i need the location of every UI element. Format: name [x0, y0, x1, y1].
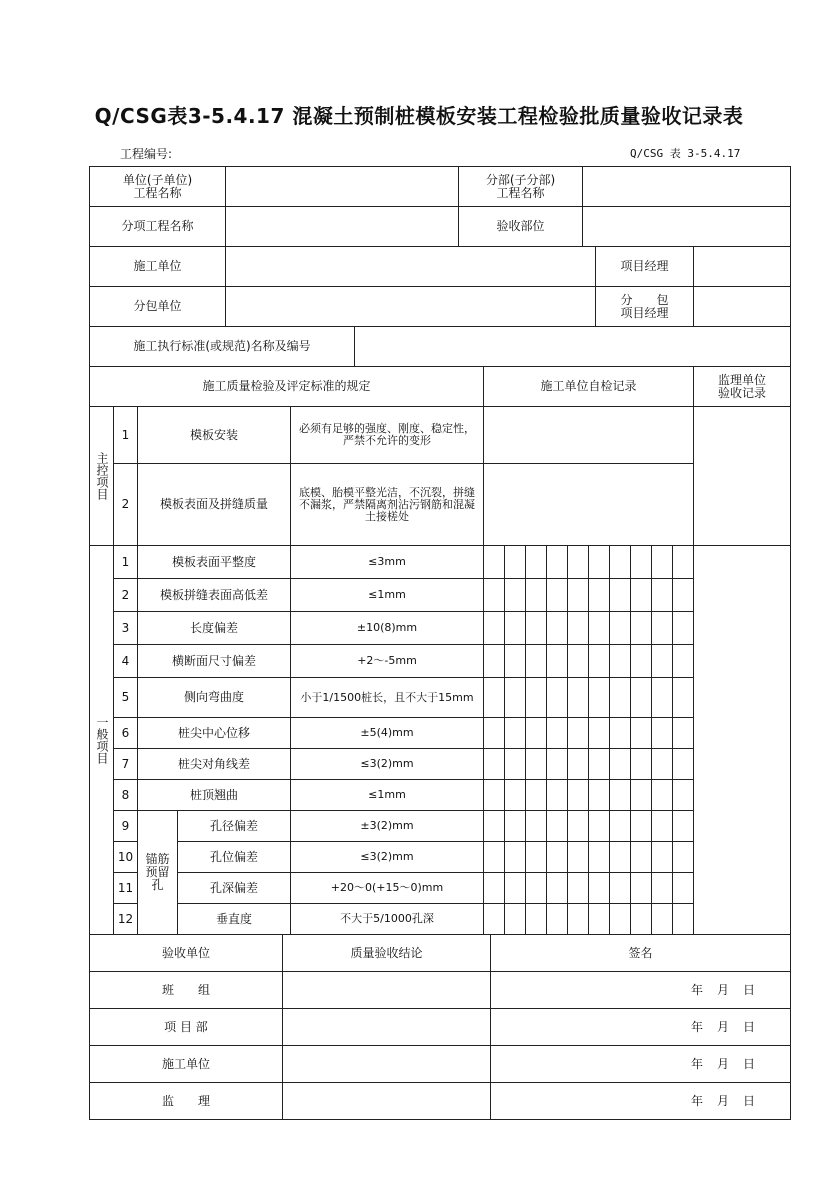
general-item-name — [177, 810, 291, 842]
main-control-label — [89, 406, 114, 546]
measurement-cell[interactable] — [525, 903, 547, 935]
general-item-no-text: 6 — [121, 725, 130, 740]
general-item-no-text: 10 — [117, 849, 134, 864]
measurement-cell[interactable] — [504, 903, 526, 935]
measurement-cell[interactable] — [483, 841, 505, 873]
general-item-standard — [290, 779, 484, 811]
general-item-standard-text: ≤3(2)mm — [360, 757, 414, 770]
general-item-no-text: 2 — [121, 587, 130, 602]
main-control-label-text: 主控项目 — [95, 452, 109, 500]
general-item-no-text: 1 — [121, 554, 130, 569]
measurement-cell[interactable] — [546, 578, 568, 612]
general-item-name — [137, 677, 291, 718]
measurement-cell[interactable] — [525, 677, 547, 718]
signoff-signature-field[interactable] — [490, 1082, 791, 1120]
measurement-cell[interactable] — [483, 810, 505, 842]
measurement-cell[interactable] — [630, 810, 652, 842]
measurement-cell[interactable] — [525, 841, 547, 873]
measurement-cell[interactable] — [567, 779, 589, 811]
general-item-standard — [290, 903, 484, 935]
measurement-cell[interactable] — [567, 841, 589, 873]
measurement-cell[interactable] — [672, 677, 694, 718]
signoff-unit-label-text: 班 组 — [161, 982, 210, 997]
measurement-cell[interactable] — [651, 841, 673, 873]
general-item-standard — [290, 872, 484, 904]
subgroup-label — [137, 810, 178, 935]
measurement-cell[interactable] — [672, 872, 694, 904]
self-check-column-header-text: 施工单位自检记录 — [540, 379, 637, 393]
general-item-name-text: 长度偏差 — [189, 620, 238, 635]
general-label — [89, 545, 114, 935]
measurement-cell[interactable] — [504, 810, 526, 842]
measurement-cell[interactable] — [588, 717, 610, 749]
date-part: 年 — [690, 1019, 703, 1034]
measurement-cell[interactable] — [609, 779, 631, 811]
measurement-cell[interactable] — [483, 779, 505, 811]
general-item-no-text: 3 — [121, 620, 130, 635]
general-item-no — [113, 644, 138, 678]
general-item-standard-text: ≤1mm — [368, 588, 406, 601]
subcontract-unit-label-text: 分包单位 — [133, 299, 182, 313]
signoff-unit-label — [89, 971, 283, 1009]
general-item-standard — [290, 810, 484, 842]
signoff-header-signature — [490, 934, 791, 972]
measurement-cell[interactable] — [609, 717, 631, 749]
measurement-cell[interactable] — [525, 611, 547, 645]
measurement-cell[interactable] — [630, 841, 652, 873]
general-item-no — [113, 748, 138, 780]
measurement-cell[interactable] — [672, 545, 694, 579]
main-item-no — [113, 406, 138, 464]
self-check-column-header — [483, 366, 694, 407]
measurement-cell[interactable] — [651, 545, 673, 579]
measurement-cell[interactable] — [630, 611, 652, 645]
measurement-cell[interactable] — [588, 903, 610, 935]
general-item-no-text: 8 — [121, 787, 130, 802]
measurement-cell[interactable] — [483, 748, 505, 780]
general-item-name-text: 孔深偏差 — [209, 880, 258, 895]
measurement-cell[interactable] — [483, 872, 505, 904]
general-item-name-text: 桩尖中心位移 — [177, 725, 250, 740]
general-item-no — [113, 841, 138, 873]
general-item-name — [137, 779, 291, 811]
subgroup-label-text: 锚筋预留孔 — [145, 852, 170, 892]
main-item-no — [113, 463, 138, 546]
measurement-cell[interactable] — [588, 748, 610, 780]
date-part: 日 — [742, 1056, 755, 1071]
measurement-cell[interactable] — [567, 545, 589, 579]
general-item-no — [113, 779, 138, 811]
measurement-cell[interactable] — [546, 903, 568, 935]
general-item-no — [113, 545, 138, 579]
measurement-cell[interactable] — [609, 644, 631, 678]
general-item-name — [137, 611, 291, 645]
measurement-cell[interactable] — [483, 545, 505, 579]
general-item-no — [113, 903, 138, 935]
general-item-standard — [290, 748, 484, 780]
general-item-name-text: 横断面尺寸偏差 — [171, 653, 256, 668]
general-item-standard-text: +2～-5mm — [357, 654, 417, 667]
signoff-signature-field[interactable] — [490, 971, 791, 1009]
general-item-standard — [290, 677, 484, 718]
form-code: Q/CSG 表 3-5.4.17 — [630, 147, 741, 160]
measurement-cell[interactable] — [567, 611, 589, 645]
measurement-cell[interactable] — [588, 578, 610, 612]
unit-project-label — [89, 166, 226, 207]
page-title: Q/CSG表3-5.4.17 混凝土预制桩模板安装工程检验批质量验收记录表 — [94, 104, 744, 128]
general-item-name-text: 孔径偏差 — [209, 818, 258, 833]
general-item-name-text: 孔位偏差 — [209, 849, 258, 864]
general-item-name — [137, 578, 291, 612]
measurement-cell[interactable] — [546, 841, 568, 873]
general-item-name — [137, 545, 291, 579]
date-part: 日 — [742, 1019, 755, 1034]
signoff-signature-field[interactable] — [490, 1045, 791, 1083]
signoff-conclusion-field[interactable] — [282, 1008, 491, 1046]
measurement-cell[interactable] — [525, 545, 547, 579]
main-item-standard — [290, 406, 484, 464]
measurement-cell[interactable] — [546, 644, 568, 678]
measurement-cell[interactable] — [651, 578, 673, 612]
measurement-cell[interactable] — [672, 810, 694, 842]
date-part: 月 — [716, 1093, 729, 1108]
signoff-unit-label-text: 项 目 部 — [164, 1019, 208, 1034]
general-item-no — [113, 872, 138, 904]
measurement-cell[interactable] — [504, 779, 526, 811]
measurement-cell[interactable] — [483, 644, 505, 678]
subcontract-manager-field[interactable] — [693, 286, 791, 327]
construction-unit-label-text: 施工单位 — [133, 259, 182, 273]
general-item-standard-text: +20～0(+15～0)mm — [330, 881, 444, 894]
construction-unit-label — [89, 246, 226, 287]
signoff-unit-label — [89, 1082, 283, 1120]
signoff-unit-label-text: 施工单位 — [161, 1056, 210, 1071]
measurement-cell[interactable] — [588, 872, 610, 904]
general-item-standard-text: ≤3mm — [368, 555, 406, 568]
general-item-no-text: 7 — [121, 756, 130, 771]
date-part: 日 — [742, 1093, 755, 1108]
measurement-cell[interactable] — [567, 810, 589, 842]
subcontract-manager-label-text: 分 包 项目经理 — [620, 292, 669, 320]
main-item-standard-text: 必须有足够的强度、刚度、稳定性，严禁不允许的变形 — [299, 422, 475, 447]
signoff-unit-label — [89, 1045, 283, 1083]
project-manager-label-text: 项目经理 — [620, 259, 669, 273]
general-item-name-text: 桩尖对角线差 — [177, 756, 250, 771]
measurement-cell[interactable] — [504, 717, 526, 749]
sub-project-field[interactable] — [582, 166, 791, 207]
sub-project-label — [458, 166, 583, 207]
measurement-cell[interactable] — [630, 578, 652, 612]
date-part: 年 — [690, 982, 703, 997]
measurement-cell[interactable] — [546, 810, 568, 842]
general-item-name-text: 侧向弯曲度 — [183, 690, 244, 704]
general-item-name — [137, 644, 291, 678]
general-item-standard-text: ±3(2)mm — [360, 819, 414, 832]
unit-project-field[interactable] — [225, 166, 459, 207]
main-item-standard — [290, 463, 484, 546]
measurement-cell[interactable] — [504, 611, 526, 645]
measurement-cell[interactable] — [525, 779, 547, 811]
measurement-cell[interactable] — [567, 717, 589, 749]
main-supervision-field[interactable] — [693, 406, 791, 546]
date-part: 月 — [716, 1056, 729, 1071]
signoff-unit-label-text: 监 理 — [161, 1093, 210, 1108]
measurement-cell[interactable] — [588, 810, 610, 842]
general-supervision-field[interactable] — [693, 545, 791, 935]
general-item-standard-text: ≤3(2)mm — [360, 850, 414, 863]
general-item-no-text: 9 — [121, 818, 130, 833]
acceptance-part-label-text: 验收部位 — [496, 219, 545, 233]
item-project-label-text: 分项工程名称 — [121, 219, 194, 233]
item-project-label — [89, 206, 226, 247]
standard-label — [89, 326, 355, 367]
measurement-cell[interactable] — [525, 578, 547, 612]
general-item-no-text: 12 — [117, 911, 134, 926]
main-item-self-check[interactable] — [483, 406, 694, 464]
measurement-cell[interactable] — [609, 841, 631, 873]
date-part: 月 — [716, 1019, 729, 1034]
item-project-field[interactable] — [225, 206, 459, 247]
measurement-cell[interactable] — [651, 748, 673, 780]
general-item-name-text: 桩顶翘曲 — [189, 787, 238, 802]
measurement-cell[interactable] — [672, 717, 694, 749]
measurement-cell[interactable] — [609, 611, 631, 645]
measurement-cell[interactable] — [483, 611, 505, 645]
signoff-header-signature-text: 签名 — [628, 945, 653, 960]
measurement-cell[interactable] — [504, 872, 526, 904]
measurement-cell[interactable] — [630, 779, 652, 811]
general-item-standard — [290, 545, 484, 579]
subcontract-manager-label — [595, 286, 694, 327]
general-item-no-text: 4 — [121, 653, 130, 668]
measurement-cell[interactable] — [546, 748, 568, 780]
measurement-cell[interactable] — [609, 677, 631, 718]
measurement-cell[interactable] — [525, 644, 547, 678]
main-item-standard-text: 底模、胎模平整光洁，不沉裂，拼缝不漏浆，严禁隔离剂沾污钢筋和混凝土接槎处 — [299, 485, 475, 523]
main-item-name — [137, 463, 291, 546]
measurement-cell[interactable] — [651, 903, 673, 935]
subcontract-unit-field[interactable] — [225, 286, 596, 327]
signoff-signature-field[interactable] — [490, 1008, 791, 1046]
measurement-cell[interactable] — [546, 779, 568, 811]
date-part: 年 — [690, 1056, 703, 1071]
measurement-cell[interactable] — [630, 677, 652, 718]
measurement-cell[interactable] — [672, 903, 694, 935]
measurement-cell[interactable] — [651, 611, 673, 645]
acceptance-part-label — [458, 206, 583, 247]
general-item-standard-text: ≤1mm — [368, 788, 406, 801]
signoff-header-unit — [89, 934, 283, 972]
signoff-header-conclusion-text: 质量验收结论 — [350, 945, 423, 960]
general-item-standard-text: ±10(8)mm — [356, 621, 418, 634]
measurement-cell[interactable] — [651, 717, 673, 749]
main-item-name — [137, 406, 291, 464]
general-item-name — [177, 903, 291, 935]
general-item-no — [113, 810, 138, 842]
general-item-name — [137, 748, 291, 780]
signoff-conclusion-field[interactable] — [282, 971, 491, 1009]
main-item-self-check[interactable] — [483, 463, 694, 546]
measurement-cell[interactable] — [588, 677, 610, 718]
measurement-cell[interactable] — [588, 779, 610, 811]
main-item-name-text: 模板表面及拼缝质量 — [159, 497, 268, 511]
general-item-no — [113, 578, 138, 612]
general-item-name — [177, 841, 291, 873]
signoff-unit-label — [89, 1008, 283, 1046]
measurement-cell[interactable] — [609, 748, 631, 780]
general-item-standard — [290, 717, 484, 749]
date-part: 月 — [716, 982, 729, 997]
measurement-cell[interactable] — [609, 872, 631, 904]
measurement-cell[interactable] — [630, 748, 652, 780]
general-item-no — [113, 611, 138, 645]
spec-column-header-text: 施工质量检验及评定标准的规定 — [202, 379, 371, 393]
measurement-cell[interactable] — [630, 872, 652, 904]
general-item-name — [137, 717, 291, 749]
measurement-cell[interactable] — [546, 872, 568, 904]
measurement-cell[interactable] — [651, 872, 673, 904]
measurement-cell[interactable] — [504, 578, 526, 612]
general-item-standard — [290, 578, 484, 612]
supervision-column-header — [693, 366, 791, 407]
general-item-standard — [290, 644, 484, 678]
construction-unit-field[interactable] — [225, 246, 596, 287]
measurement-cell[interactable] — [651, 677, 673, 718]
general-label-text: 一般项目 — [95, 716, 109, 764]
measurement-cell[interactable] — [651, 779, 673, 811]
project-manager-label — [595, 246, 694, 287]
measurement-cell[interactable] — [504, 748, 526, 780]
measurement-cell[interactable] — [609, 545, 631, 579]
main-item-no-text: 2 — [121, 497, 130, 511]
measurement-cell[interactable] — [651, 810, 673, 842]
measurement-cell[interactable] — [588, 841, 610, 873]
signoff-conclusion-field[interactable] — [282, 1082, 491, 1120]
general-item-no — [113, 677, 138, 718]
measurement-cell[interactable] — [483, 717, 505, 749]
measurement-cell[interactable] — [525, 748, 547, 780]
general-item-standard — [290, 841, 484, 873]
general-item-standard — [290, 611, 484, 645]
measurement-cell[interactable] — [567, 644, 589, 678]
measurement-cell[interactable] — [672, 644, 694, 678]
measurement-cell[interactable] — [651, 644, 673, 678]
project-no-label: 工程编号: — [120, 147, 173, 161]
supervision-column-header-text: 监理单位 验收记录 — [717, 372, 766, 400]
standard-label-text: 施工执行标准(或规范)名称及编号 — [133, 339, 311, 353]
measurement-cell[interactable] — [504, 644, 526, 678]
measurement-cell[interactable] — [588, 545, 610, 579]
general-item-name-text: 垂直度 — [215, 911, 252, 926]
measurement-cell[interactable] — [525, 810, 547, 842]
general-item-no-text: 11 — [117, 880, 134, 895]
measurement-cell[interactable] — [546, 611, 568, 645]
measurement-cell[interactable] — [546, 717, 568, 749]
signoff-header-conclusion — [282, 934, 491, 972]
general-item-standard-text: 小于1/1500桩长，且不大于15mm — [300, 690, 474, 704]
project-manager-field[interactable] — [693, 246, 791, 287]
measurement-cell[interactable] — [483, 903, 505, 935]
measurement-cell[interactable] — [546, 677, 568, 718]
measurement-cell[interactable] — [483, 677, 505, 718]
general-item-no — [113, 717, 138, 749]
measurement-cell[interactable] — [567, 748, 589, 780]
spec-column-header — [89, 366, 484, 407]
date-part: 年 — [690, 1093, 703, 1108]
measurement-cell[interactable] — [609, 578, 631, 612]
unit-project-label-text: 单位(子单位) 工程名称 — [122, 172, 193, 200]
measurement-cell[interactable] — [609, 810, 631, 842]
measurement-cell[interactable] — [525, 717, 547, 749]
measurement-cell[interactable] — [588, 611, 610, 645]
subcontract-unit-label — [89, 286, 226, 327]
measurement-cell[interactable] — [567, 903, 589, 935]
signoff-header-unit-text: 验收单位 — [161, 945, 210, 960]
measurement-cell[interactable] — [567, 677, 589, 718]
measurement-cell[interactable] — [630, 717, 652, 749]
measurement-cell[interactable] — [483, 578, 505, 612]
measurement-cell[interactable] — [609, 903, 631, 935]
general-item-no-text: 5 — [121, 690, 130, 704]
standard-field[interactable] — [354, 326, 791, 367]
measurement-cell[interactable] — [672, 841, 694, 873]
measurement-cell[interactable] — [546, 545, 568, 579]
measurement-cell[interactable] — [630, 903, 652, 935]
measurement-cell[interactable] — [630, 644, 652, 678]
measurement-cell[interactable] — [672, 779, 694, 811]
general-item-name — [177, 872, 291, 904]
measurement-cell[interactable] — [525, 872, 547, 904]
date-part: 日 — [742, 982, 755, 997]
sub-project-label-text: 分部(子分部) 工程名称 — [485, 172, 556, 200]
main-item-name-text: 模板安装 — [189, 427, 238, 442]
general-item-standard-text: 不大于5/1000孔深 — [340, 912, 434, 925]
measurement-cell[interactable] — [588, 644, 610, 678]
acceptance-part-field[interactable] — [582, 206, 791, 247]
signoff-conclusion-field[interactable] — [282, 1045, 491, 1083]
measurement-cell[interactable] — [630, 545, 652, 579]
general-item-name-text: 模板拼缝表面高低差 — [159, 587, 268, 602]
measurement-cell[interactable] — [672, 611, 694, 645]
measurement-cell[interactable] — [672, 748, 694, 780]
measurement-cell[interactable] — [672, 578, 694, 612]
general-item-standard-text: ±5(4)mm — [360, 726, 414, 739]
measurement-cell[interactable] — [567, 578, 589, 612]
measurement-cell[interactable] — [567, 872, 589, 904]
main-item-no-text: 1 — [121, 427, 130, 442]
measurement-cell[interactable] — [504, 841, 526, 873]
measurement-cell[interactable] — [504, 545, 526, 579]
measurement-cell[interactable] — [504, 677, 526, 718]
general-item-name-text: 模板表面平整度 — [171, 554, 256, 569]
